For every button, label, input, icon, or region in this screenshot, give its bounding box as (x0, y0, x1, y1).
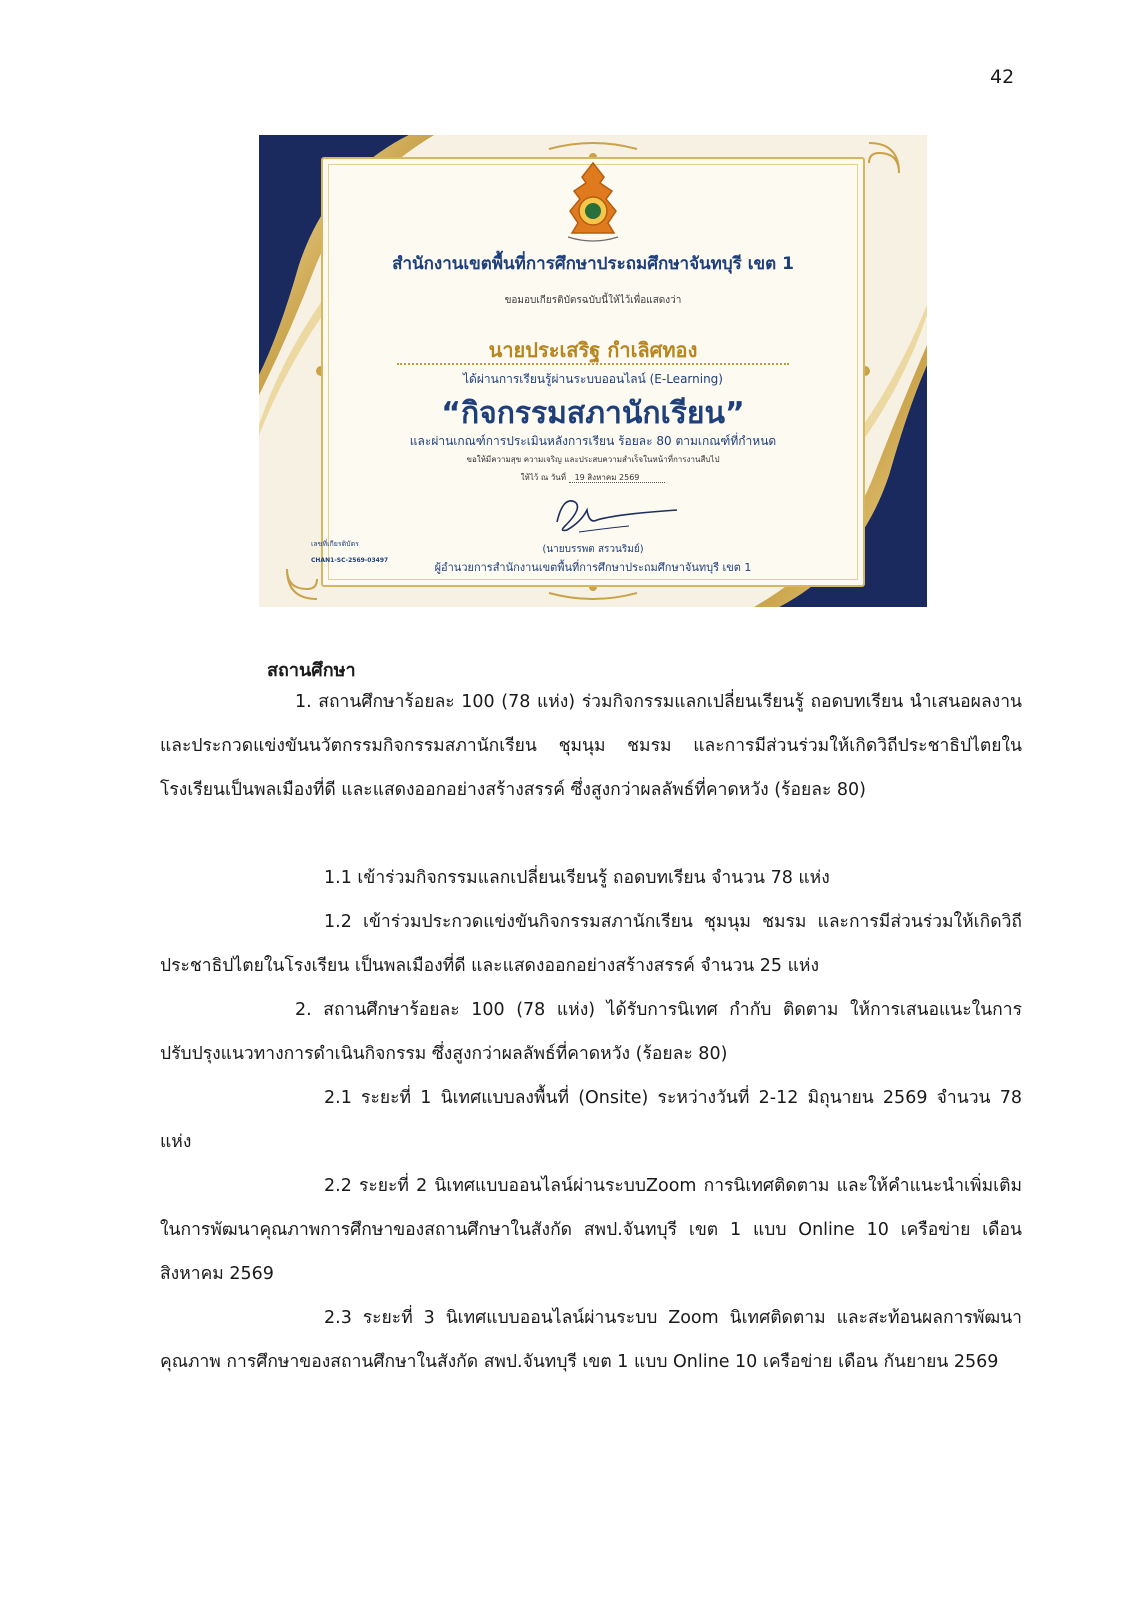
paragraph-text: 1.1 เข้าร่วมกิจกรรมแลกเปลี่ยนเรียนรู้ ถอดบทเรียน จำนวน 78 แห่ง (324, 868, 830, 888)
certificate-image (259, 135, 927, 607)
certificate-signer-name: (นายบรรพต สรวนริมย์) (542, 544, 644, 555)
certificate-number-label: เลขที่เกียรติบัตร (311, 540, 359, 548)
paragraph-text: 2. สถานศึกษาร้อยละ 100 (78 แห่ง) ได้รับการนิเทศ กำกับ ติดตาม ให้การเสนอแนะในการปรับปรุงแนวทางการดำเนินกิจกรรม ซึ่งสูงกว่าผลลัพธ์ที่คาดหวัง (ร้อยละ 80) (160, 1000, 1022, 1064)
certificate-date-label: ให้ไว้ ณ วันที่ (520, 473, 567, 482)
paragraph-text: 2.1 ระยะที่ 1 นิเทศแบบลงพื้นที่ (Onsite) ระหว่างวันที่ 2-12 มิถุนายน 2569 จำนวน 78 แห่ง (160, 1088, 1022, 1152)
certificate-criteria-text: และผ่านเกณฑ์การประเมินหลังการเรียน ร้อยละ 80 ตามเกณฑ์ที่กำหนด (409, 434, 777, 448)
paragraph-2-2 (160, 1164, 1022, 1296)
obec-emblem-icon (554, 161, 632, 245)
signature-image (549, 492, 689, 540)
paragraph-2-1 (160, 1076, 1022, 1164)
paragraph-2 (160, 988, 1022, 1076)
paragraph-2-3 (160, 1296, 1022, 1384)
paragraph-text: 1. สถานศึกษาร้อยละ 100 (78 แห่ง) ร่วมกิจกรรมแลกเปลี่ยนเรียนรู้ ถอดบทเรียน นำเสนอผลงาน และประกวดแข่งขันนวัตกรรมกิจกรรมสภานักเรียน ชุมนุม ชมรม และการมีส่วนร่วมให้เกิดวิถีประชาธิปไตยในโรงเรียนเป็นพลเมืองที่ดี และแสดงออกอย่างสร้างสรรค์ ซึ่งสูงกว่าผลลัพธ์ที่คาดหวัง (ร้อยละ 80) (160, 692, 1022, 800)
certificate-passed-text: ได้ผ่านการเรียนรู้ผ่านระบบออนไลน์ (E-Learning) (463, 372, 723, 386)
page-number: 42 (990, 66, 1015, 88)
certificate-course-title: “กิจกรรมสภานักเรียน” (441, 396, 745, 431)
certificate-date-value: 19 สิงหาคม 2569 (569, 473, 666, 483)
certificate-signer-position: ผู้อำนวยการสำนักงานเขตพื้นที่การศึกษาประถมศึกษาจันทบุรี เขต 1 (434, 561, 752, 574)
paragraph-1 (160, 680, 1022, 812)
paragraph-text: 1.2 เข้าร่วมประกวดแข่งขันกิจกรรมสภานักเรียน ชุมนุม ชมรม และการมีส่วนร่วมให้เกิดวิถีประชาธิปไตยในโรงเรียน เป็นพลเมืองที่ดี และแสดงออกอย่างสร้างสรรค์ จำนวน 25 แห่ง (160, 912, 1022, 976)
certificate-date-row (259, 471, 927, 484)
certificate-recipient-name: นายประเสริฐ กำเลิศทอง (488, 338, 698, 362)
paragraph-text: 2.3 ระยะที่ 3 นิเทศแบบออนไลน์ผ่านระบบ Zoom นิเทศติดตาม และสะท้อนผลการพัฒนาคุณภาพ การศึกษาของสถานศึกษาในสังกัด สพป.จันทบุรี เขต 1 แบบ Online 10 เครือข่าย เดือน กันยายน 2569 (160, 1308, 1022, 1372)
certificate-organization: สำนักงานเขตพื้นที่การศึกษาประถมศึกษาจันทบุรี เขต 1 (392, 254, 794, 274)
section-heading: สถานศึกษา (267, 660, 356, 681)
paragraph-text: 2.2 ระยะที่ 2 นิเทศแบบออนไลน์ผ่านระบบZoom การนิเทศติดตาม และให้คำแนะนำเพิ่มเติมในการพัฒนาคุณภาพการศึกษาของสถานศึกษาในสังกัด สพป.จันทบุรี เขต 1 แบบ Online 10 เครือข่าย เดือน สิงหาคม 2569 (160, 1176, 1022, 1284)
certificate-wish-text: ขอให้มีความสุข ความเจริญ และประสบความสำเร็จในหน้าที่การงานสืบไป (466, 455, 720, 464)
paragraph-1-2 (160, 900, 1022, 988)
name-underline (397, 363, 789, 365)
certificate-number: CHAN1-SC-2569-03497 (311, 557, 389, 564)
paragraph-1-1 (160, 856, 1022, 900)
certificate-intro: ขอมอบเกียรติบัตรฉบับนี้ให้ไว้เพื่อแสดงว่า (504, 295, 682, 306)
